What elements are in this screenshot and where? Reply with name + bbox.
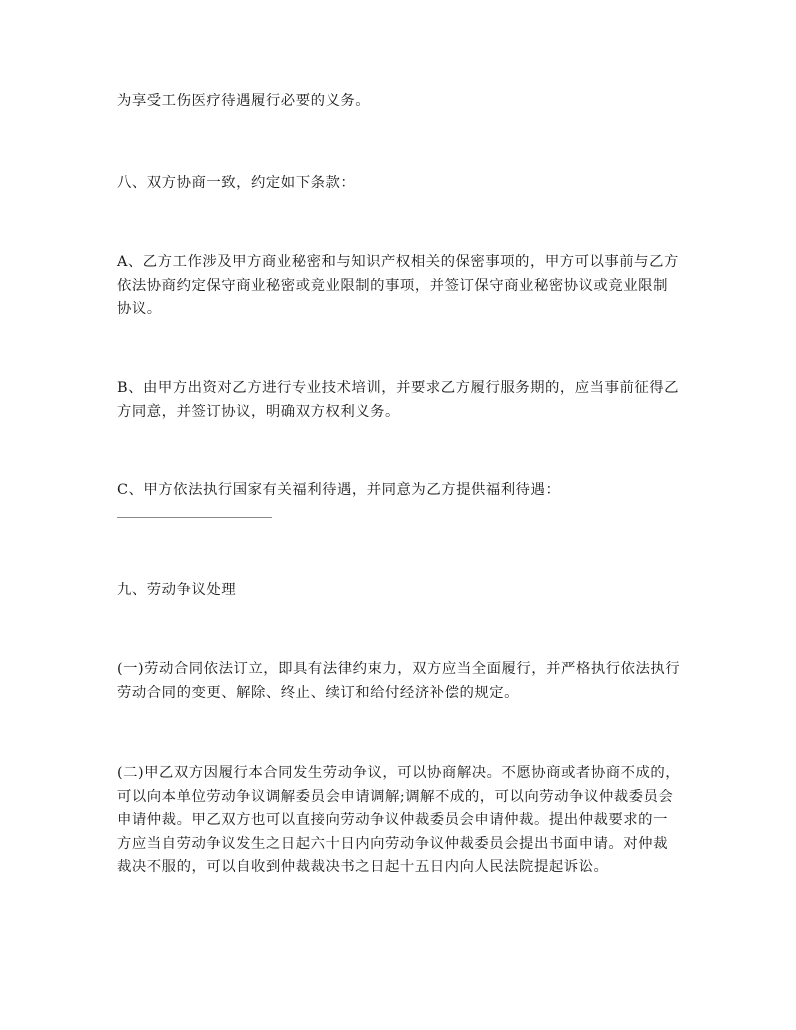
clause-a: A、乙方工作涉及甲方商业秘密和与知识产权相关的保密事项的，甲方可以事前与乙方依法协商约定保守商业秘密或竞业限制的事项，并签订保守商业秘密协议或竞业限制协议。 [117,254,679,317]
fill-in-blank-line [117,517,272,518]
clause-c: C、甲方依法执行国家有关福利待遇，并同意为乙方提供福利待遇： [117,482,561,498]
section-nine-heading: 九、劳动争议处理 [117,582,237,598]
paragraph-injury-duty: 为享受工伤医疗待遇履行必要的义务。 [117,93,371,109]
clause-b: B、由甲方出资对乙方进行专业技术培训，并要求乙方履行服务期的，应当事前征得乙方同意，并签订协议，明确双方权利义务。 [117,380,680,420]
dispute-item-one: (一)劳动合同依法订立，即具有法律约束力，双方应当全面履行，并严格执行依法执行劳动合同的变更、解除、终止、续订和给付经济补偿的规定。 [117,661,681,701]
section-eight-heading: 八、双方协商一致，约定如下条款： [117,175,356,191]
dispute-item-two: (二)甲乙双方因履行本合同发生劳动争议，可以协商解决。不愿协商或者协商不成的，可以向本单位劳动争议调解委员会申请调解;调解不成的，可以向劳动争议仲裁委员会申请仲裁。甲乙双方也可以直接向劳动争议仲裁委员会申请仲裁。提出仲裁要求的一方应当自劳动争议发生之日起六十日内向劳动争议仲裁委员会提出书面申请。对仲裁裁决不服的，可以自收到仲裁裁决书之日起十五日内向人民法院提起诉讼。 [117,765,681,875]
